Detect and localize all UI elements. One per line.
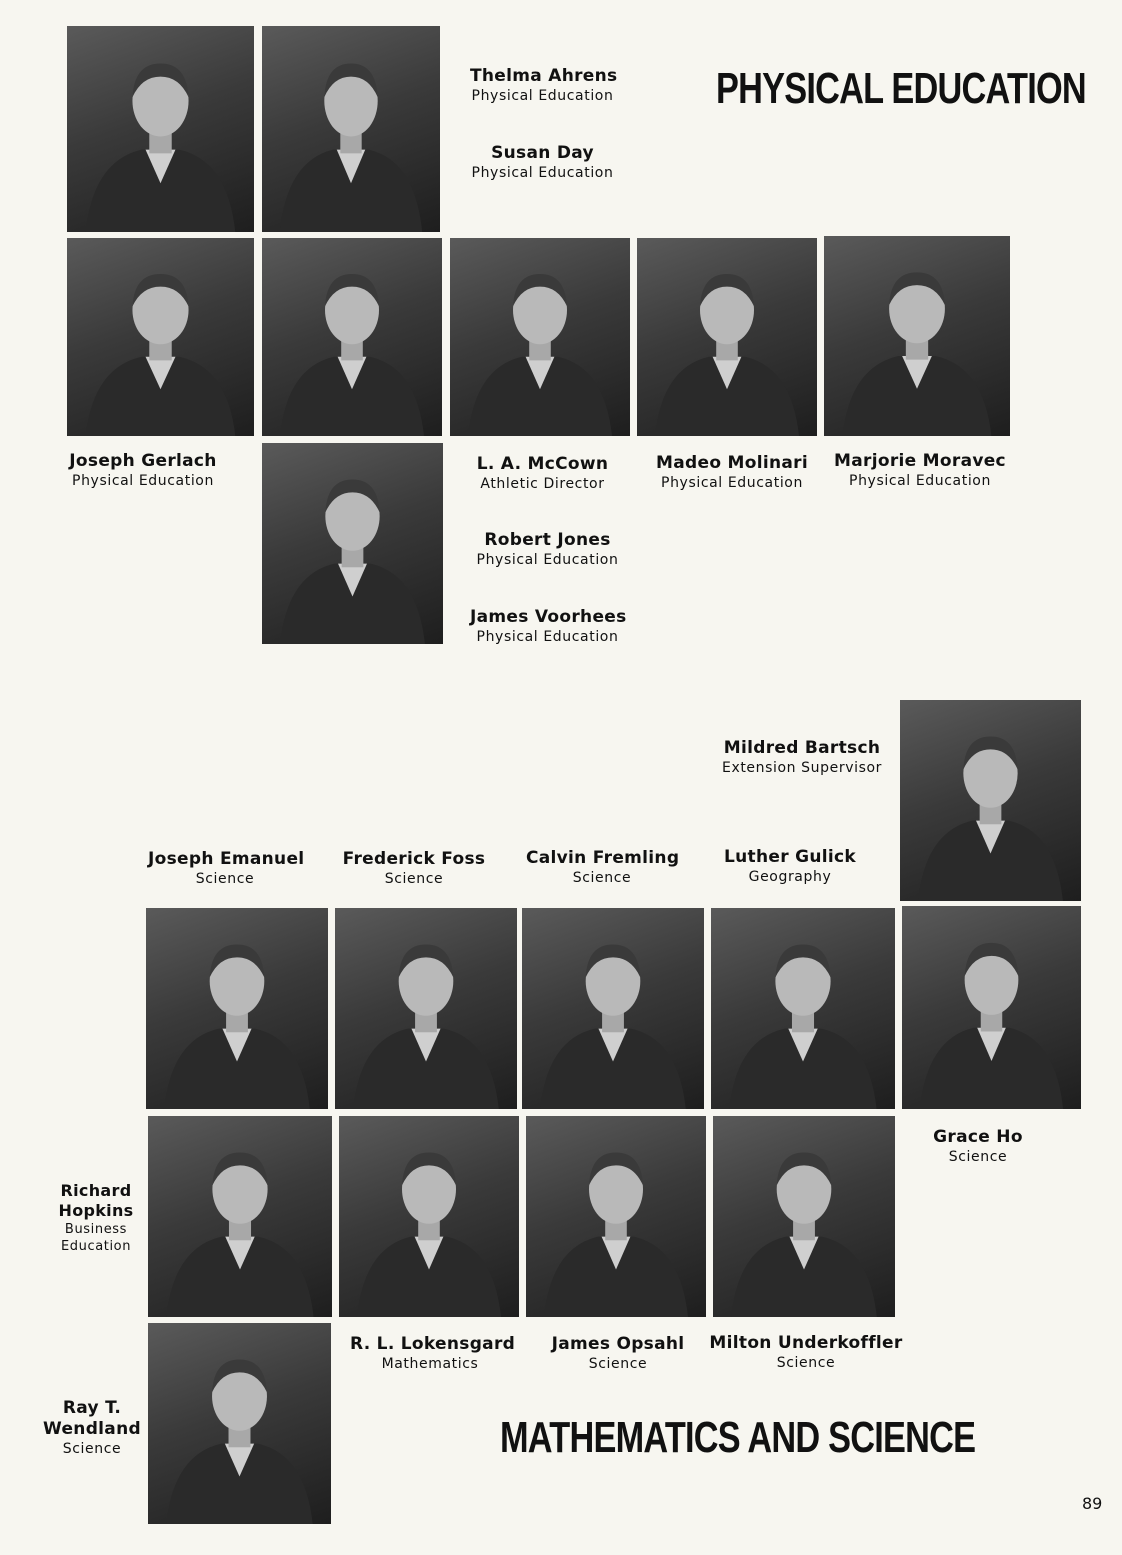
portrait-silhouette: [339, 1116, 519, 1317]
person-role: Physical Education: [476, 552, 619, 568]
caption-milton-underkoffler: [708, 1333, 904, 1372]
caption-richard-hopkins: [50, 1181, 142, 1255]
person-role: Science: [588, 1356, 648, 1372]
portrait-silhouette: [335, 908, 517, 1109]
person-role: Science: [776, 1355, 836, 1371]
person-name: Frederick Foss: [342, 849, 486, 869]
portrait-photo: [824, 236, 1010, 436]
portrait-silhouette: [902, 906, 1081, 1109]
portrait-silhouette: [262, 238, 442, 436]
person-name: Luther Gulick: [724, 847, 856, 867]
portrait-silhouette: [67, 26, 254, 232]
caption-la-mccown: [470, 454, 615, 493]
caption-ray-wendland: [38, 1398, 146, 1458]
portrait-silhouette: [522, 908, 704, 1109]
portrait-silhouette: [262, 26, 440, 232]
person-name: Marjorie Moravec: [834, 451, 1006, 471]
person-name: James Voorhees: [470, 607, 627, 627]
caption-thelma-ahrens: [470, 66, 618, 105]
portrait-silhouette: [67, 238, 254, 436]
caption-calvin-fremling: [526, 848, 678, 887]
person-name: James Opsahl: [551, 1334, 685, 1354]
person-name: Mildred Bartsch: [723, 738, 881, 758]
person-name: L. A. McCown: [476, 454, 609, 474]
portrait-photo: [339, 1116, 519, 1317]
portrait-photo: [67, 26, 254, 232]
person-role: Physical Education: [476, 629, 619, 645]
portrait-silhouette: [711, 908, 895, 1109]
caption-rl-lokensgard: [350, 1334, 516, 1373]
caption-susan-day: [470, 143, 615, 182]
caption-madeo-molinari: [652, 453, 812, 492]
person-name: Hopkins: [58, 1201, 134, 1220]
portrait-photo: [450, 238, 630, 436]
person-role: Physical Education: [471, 88, 614, 104]
portrait-silhouette: [262, 443, 443, 644]
section-title-physical-education: PHYSICAL EDUCATION: [716, 64, 1086, 113]
portrait-silhouette: [824, 236, 1010, 436]
person-name: Ray T.: [62, 1398, 122, 1418]
portrait-photo: [902, 906, 1081, 1109]
person-role: Physical Education: [849, 473, 991, 489]
portrait-photo: [335, 908, 517, 1109]
person-name: Grace Ho: [933, 1127, 1023, 1147]
page-number: 89: [1082, 1494, 1103, 1513]
person-role: Geography: [748, 869, 832, 885]
portrait-photo: [67, 238, 254, 436]
portrait-photo: [148, 1116, 332, 1317]
caption-james-voorhees: [470, 607, 625, 646]
portrait-photo: [526, 1116, 706, 1317]
portrait-silhouette: [900, 700, 1081, 901]
person-role: Extension Supervisor: [722, 760, 882, 776]
person-name: Madeo Molinari: [656, 453, 808, 473]
person-name: Robert Jones: [484, 530, 611, 550]
portrait-photo: [711, 908, 895, 1109]
person-role: Business: [64, 1222, 128, 1237]
person-name: R. L. Lokensgard: [350, 1334, 516, 1354]
person-role: Science: [195, 871, 255, 887]
portrait-photo: [148, 1323, 331, 1524]
person-role: Physical Education: [471, 165, 614, 181]
person-role: Science: [572, 870, 632, 886]
portrait-silhouette: [450, 238, 630, 436]
portrait-silhouette: [148, 1116, 332, 1317]
person-role: Physical Education: [72, 473, 214, 489]
portrait-photo: [900, 700, 1081, 901]
section-title-mathematics-and-science: MATHEMATICS AND SCIENCE: [500, 1413, 976, 1462]
person-role: Science: [62, 1441, 122, 1457]
person-role: Education: [60, 1239, 132, 1254]
caption-joseph-emanuel: [148, 849, 305, 888]
caption-mildred-bartsch: [722, 738, 882, 777]
caption-frederick-foss: [342, 849, 486, 888]
portrait-photo: [262, 443, 443, 644]
portrait-silhouette: [637, 238, 817, 436]
person-role: Physical Education: [661, 475, 803, 491]
person-role: Mathematics: [381, 1356, 479, 1372]
person-name: Wendland: [43, 1419, 141, 1439]
person-name: Milton Underkoffler: [709, 1333, 903, 1353]
portrait-silhouette: [146, 908, 328, 1109]
person-name: Joseph Emanuel: [148, 849, 305, 869]
portrait-photo: [262, 26, 440, 232]
caption-grace-ho: [918, 1127, 1038, 1166]
portrait-photo: [146, 908, 328, 1109]
person-name: Thelma Ahrens: [470, 66, 618, 86]
person-role: Science: [948, 1149, 1008, 1165]
portrait-silhouette: [148, 1323, 331, 1524]
person-name: Calvin Fremling: [526, 848, 680, 868]
caption-james-opsahl: [548, 1334, 688, 1373]
portrait-silhouette: [713, 1116, 895, 1317]
portrait-photo: [522, 908, 704, 1109]
caption-robert-jones: [475, 530, 620, 569]
portrait-silhouette: [526, 1116, 706, 1317]
person-role: Athletic Director: [480, 476, 605, 492]
person-name: Richard: [60, 1181, 132, 1200]
portrait-photo: [713, 1116, 895, 1317]
caption-marjorie-moravec: [832, 451, 1008, 490]
person-name: Susan Day: [491, 143, 594, 163]
caption-joseph-gerlach: [67, 451, 219, 490]
portrait-photo: [262, 238, 442, 436]
person-role: Science: [384, 871, 444, 887]
person-name: Joseph Gerlach: [69, 451, 217, 471]
caption-luther-gulick: [722, 847, 858, 886]
portrait-photo: [637, 238, 817, 436]
